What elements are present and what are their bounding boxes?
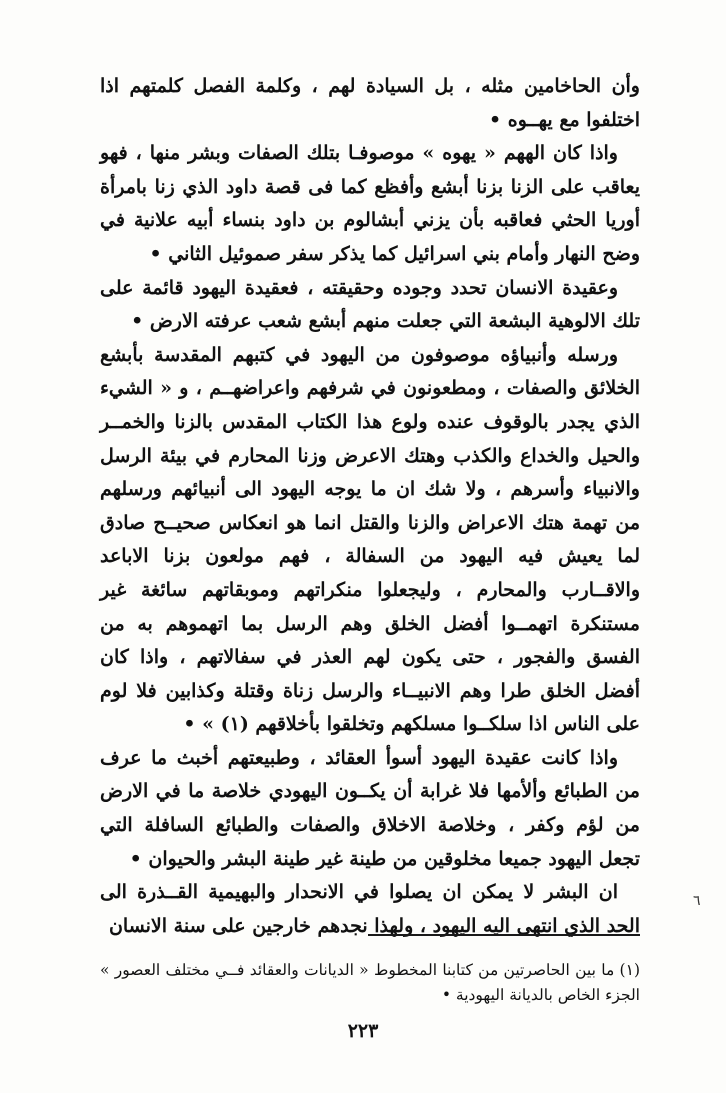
paragraph-4: ورسله وأنبياؤه موصوفون من اليهود في كتبهم المقدسة بأبشع الخلائق والصفات ، ومطعونون في شرفهم واعراضهــم ، و « الشيء الذي يجدر بالوقوف عنده ولوع هذا الكتاب المقدس بالزنا والخمــر والحيل والخداع والكذب وهتك الاعرض وزنا المحارم في بيئة الرسل والانبياء وأسرهم ، ولا شك ان ما يوجه اليهود الى أنبيائهم ورسلهم من تهمة هتك الاعراض والزنا والقتل انما هو انعكاس صحيــح صادق لما يعيش فيه اليهود من السفالة ، فهم مولعون بزنا الاباعد والاقــارب والمحارم ، وليجعلوا منكراتهم وموبقاتهم سائغة غير مستنكرة اتهمــوا أفضل الخلق وهم الرسل بما اتهموهم به من الفسق والفجور ، حتى يكون لهم العذر في سفالاتهم ، واذا كان أفضل الخلق طرا وهم الانبيــاء والرسل زناة وقتلة وكذابين فلا لوم على الناس اذا سلكــوا مسلكهم وتخلقوا بأخلاقهم (١) » • [100,343,640,736]
body-text [100,70,640,943]
paragraph-6: ان البشر لا يمكن ان يصلوا في الانحدار والبهيمية القــذرة الى الحد الذي انتهى اليه اليهود ، ولهذا نجدهم خارجين على سنة الانسان [100,881,640,937]
margin-mark: ٦ [693,893,701,909]
paragraph-5: واذا كانت عقيدة اليهود أسوأ العقائد ، وطبيعتهم أخبث ما عرف من الطبائع وألأمها فلا غرابة أن يكــون اليهودي خلاصة ما في الارض من لؤم وكفر ، وخلاصة الاخلاق والصفات والطبائع السافلة التي تجعل اليهود جميعا مخلوقين من طينة غير طينة البشر والحيوان • [100,746,640,870]
paragraph-1: وأن الحاخامين مثله ، بل السيادة لهم ، وكلمة الفصل كلمتهم اذا اختلفوا مع يهــوه • [100,75,640,131]
footnote-divider [368,934,640,936]
paragraph-2: واذا كان الههم « يهوه » موصوفـا بتلك الصفات وبشر منها ، فهو يعاقب على الزنا بزنا أبشع وأفظع كما فى قصة داود الذي زنا بامرأة أوريا الحثي فعاقبه بأن يزني أبشالوم بن داود بنساء أبيه علانية في وضح النهار وأمام بني اسرائيل كما يذكر سفر صموئيل الثاني • [100,142,640,265]
footnote: (١) ما بين الحاصرتين من كتابنا المخطوط « الديانات والعقائد فــي مختلف العصور » الجزء الخاص بالديانة اليهودية • [100,961,640,1004]
paragraph-3: وعقيدة الانسان تحدد وجوده وحقيقته ، فعقيدة اليهود قائمة على تلك الالوهية البشعة التي جعلت منهم أبشع شعب عرفته الارض • [100,276,640,333]
page-number: ٢٢٣ [347,1020,379,1042]
